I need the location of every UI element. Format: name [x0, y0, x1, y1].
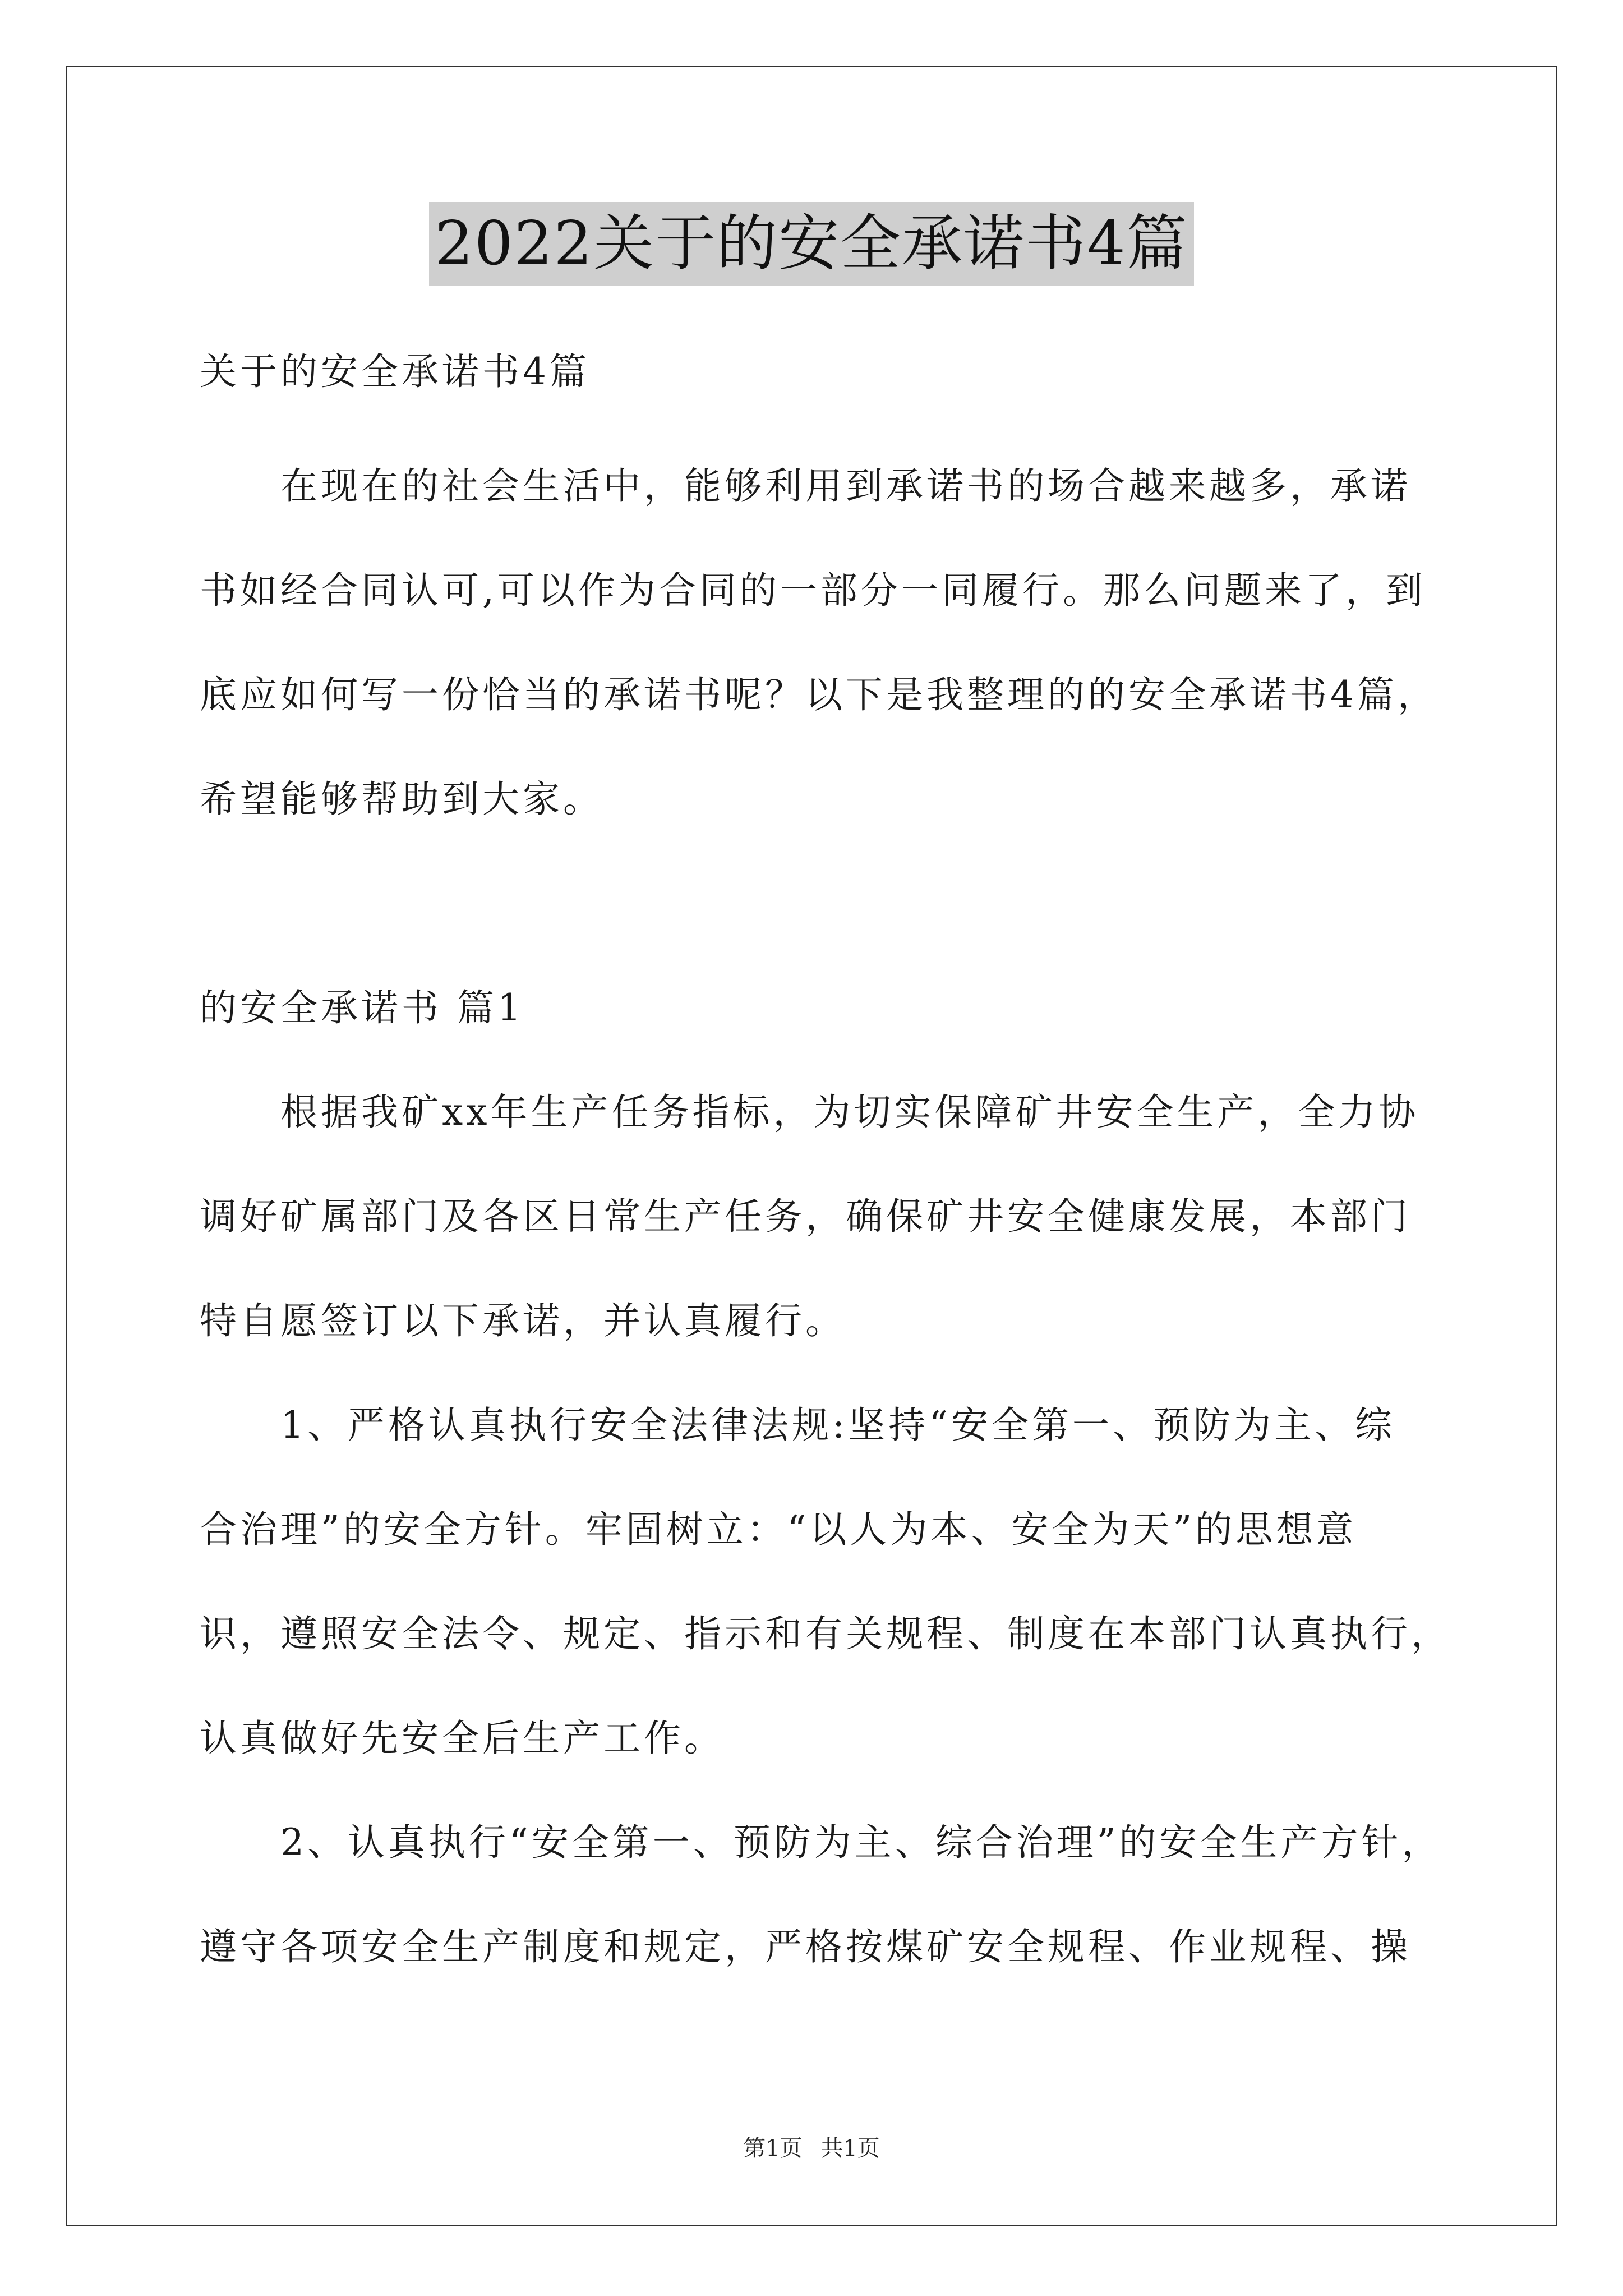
title-container [0, 202, 1623, 286]
page-number-total: 共1页 [820, 2136, 880, 2161]
intro-line-1: 在现在的社会生活中，能够利用到承诺书的场合越来越多，承诺 [280, 464, 1411, 508]
section-heading: 的安全承诺书 篇1 [200, 986, 524, 1029]
item1-line-2: 合治理”的安全方针。牢固树立：“以人为本、安全为天”的思想意 [200, 1508, 1357, 1551]
intro-line-4: 希望能够帮助到大家。 [200, 777, 603, 821]
section-para1-line-3: 特自愿签订以下承诺，并认真履行。 [200, 1299, 846, 1342]
page-number-current: 第1页 [743, 2136, 803, 2161]
section-para1-line-2: 调好矿属部门及各区日常生产任务，确保矿井安全健康发展，本部门 [200, 1195, 1411, 1238]
page-footer [0, 2132, 1623, 2165]
document-title: 2022关于的安全承诺书4篇 [429, 202, 1194, 286]
item2-line-2: 遵守各项安全生产制度和规定，严格按煤矿安全规程、作业规程、操 [200, 1925, 1411, 1968]
intro-line-2: 书如经合同认可,可以作为合同的一部分一同履行。那么问题来了，到 [200, 569, 1426, 612]
item1-line-3: 识，遵照安全法令、规定、指示和有关规程、制度在本部门认真执行， [200, 1612, 1451, 1655]
item1-line-1: 1、严格认真执行安全法律法规:坚持“安全第一、预防为主、综 [280, 1404, 1395, 1447]
intro-line-3: 底应如何写一份恰当的承诺书呢？以下是我整理的的安全承诺书4篇， [200, 673, 1438, 716]
section-para1-line-1: 根据我矿xx年生产任务指标，为切实保障矿井安全生产，全力协 [280, 1091, 1419, 1134]
item1-line-4: 认真做好先安全后生产工作。 [200, 1717, 725, 1760]
document-subtitle: 关于的安全承诺书4篇 [200, 350, 590, 393]
item2-line-1: 2、认真执行“安全第一、预防为主、综合治理”的安全生产方针， [280, 1821, 1442, 1864]
